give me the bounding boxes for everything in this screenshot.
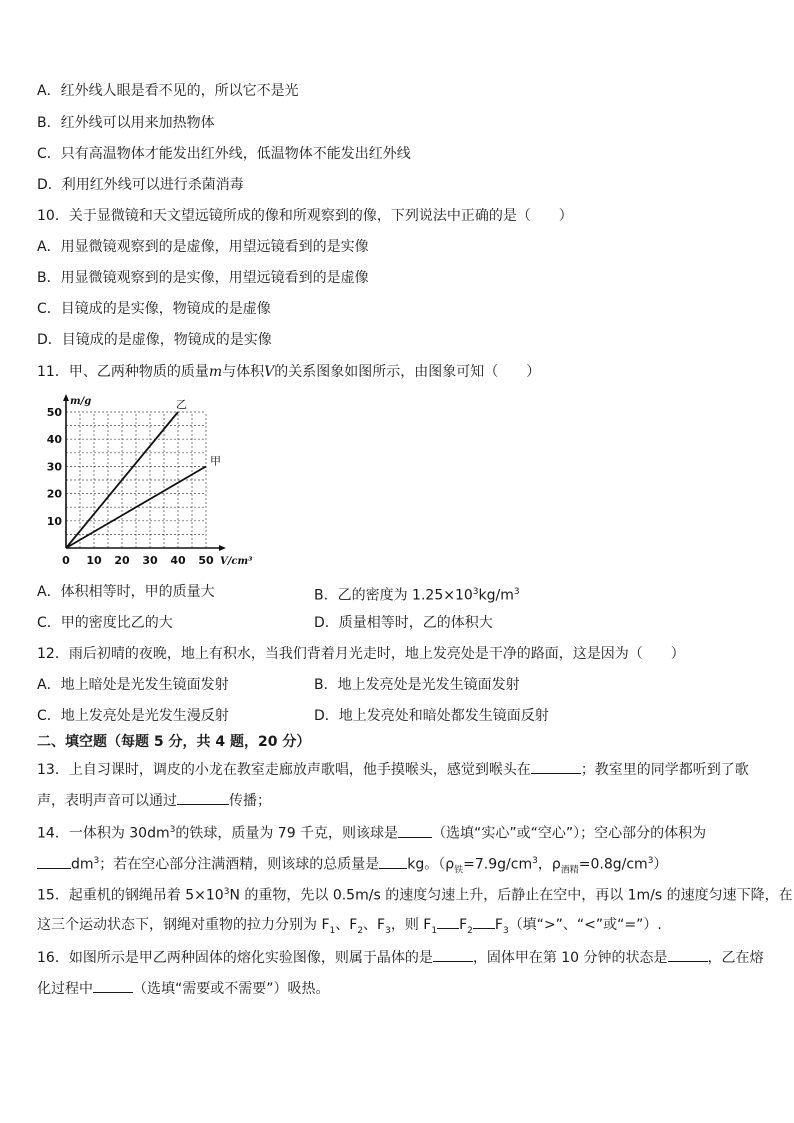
- q16-blank-3[interactable]: [93, 978, 133, 993]
- q14-line-2: $dm^3$；若在空心部分注满酒精，则该球的总质量是 kg。（$\rho_铁=7.9g/cm^3$，$\rho_{酒精}=0.8g/cm^3$）: [37, 852, 667, 879]
- x-axis-arrow: [219, 545, 226, 551]
- q14-blank-1[interactable]: [398, 823, 432, 838]
- y-axis-arrow: [63, 394, 69, 401]
- q15-line-1: 15．起重机的钢绳吊着 $5\times 10^3N$ 的重物，先以 0.5m/s 的速度匀速上升，后静止在空中，再以 1m/s 的速度匀速下降，在: [37, 887, 793, 904]
- q16-line-2: 化过程中 （选填“需要或不需要”）吸热。: [37, 978, 330, 998]
- y-tick-label: 30: [46, 460, 62, 474]
- q9-option-b: B．红外线可以用来加热物体: [37, 115, 215, 131]
- q12-option-c: C．地上发亮处是光发生漫反射: [37, 708, 229, 724]
- y-tick-label: 50: [46, 406, 62, 419]
- q13-line-1: 13．上自习课时，调皮的小龙在教室走廊放声歌唱，他手摸喉头，感觉到喉头在 ；教室里的同学都听到了歌: [37, 759, 749, 779]
- q16-line-1: 16．如图所示是甲乙两种固体的熔化实验图像，则属于晶体的是 ，固体甲在第 10 分钟的状态是 ，乙在熔: [37, 947, 764, 967]
- q11-option-c: C．甲的密度比乙的大: [37, 615, 173, 631]
- y-tick-label: 10: [46, 514, 62, 528]
- series-label-yi: 乙: [176, 398, 187, 411]
- mass-volume-chart: [40, 392, 260, 570]
- q13-blank-2[interactable]: [177, 790, 229, 805]
- x-tick-label: 20: [114, 554, 130, 567]
- q10-stem: 10．关于显微镜和天文望远镜所成的像和所观察到的像，下列说法中正确的是（ ）: [37, 208, 573, 224]
- x-tick-label: 10: [86, 554, 102, 567]
- q14-blank-2[interactable]: [37, 854, 71, 869]
- q9-option-d: D．利用红外线可以进行杀菌消毒: [37, 177, 244, 193]
- q12-option-d: D．地上发亮处和暗处都发生镜面反射: [314, 708, 549, 724]
- q11-option-d: D．质量相等时，乙的体积大: [314, 615, 493, 631]
- q14-blank-3[interactable]: [379, 854, 407, 869]
- q12-option-b: B．地上发亮处是光发生镜面发射: [314, 677, 520, 693]
- x-tick-label: 50: [198, 554, 214, 567]
- q12-option-a: A．地上暗处是光发生镜面发射: [37, 677, 229, 693]
- q11-stem: 11．甲、乙两种物质的质量m与体积V的关系图象如图所示，由图象可知（ ）: [37, 364, 541, 380]
- q15-blank-2[interactable]: [473, 914, 495, 929]
- q14-line-1: 14．一体积为 $30dm^3$的铁球，质量为 79 千克，则该球是 （选填“实心”或“空心”）；空心部分的体积为: [37, 821, 706, 843]
- q9-option-c: C．只有高温物体才能发出红外线，低温物体不能发出红外线: [37, 146, 411, 162]
- q10-option-b: B．用显微镜观察到的是实像，用望远镜看到的是虚像: [37, 270, 369, 286]
- q16-blank-2[interactable]: [668, 947, 708, 962]
- q10-option-a: A．用显微镜观察到的是虚像，用望远镜看到的是实像: [37, 239, 369, 255]
- q15-blank-1[interactable]: [437, 914, 459, 929]
- section-fill-in-title: 二、填空题（每题 5 分，共 4 题，20 分）: [37, 734, 311, 750]
- q10-option-c: C．目镜成的是实像，物镜成的是虚像: [37, 301, 271, 317]
- q10-option-d: D．目镜成的是虚像，物镜成的是实像: [37, 332, 272, 348]
- q13-blank-1[interactable]: [531, 759, 581, 774]
- q16-blank-1[interactable]: [433, 947, 473, 962]
- q15-line-2: 这三个运动状态下，钢绳对重物的拉力分别为 $F_1$、$F_2$、$F_3$，则 $F_1$ $F_2$ $F_3$（填“>”、“<”或“=”）.: [37, 914, 662, 940]
- x-tick-label: 40: [170, 554, 186, 567]
- q11-option-a: A．体积相等时，甲的质量大: [37, 584, 215, 600]
- y-axis-label: m/g: [70, 396, 92, 407]
- x-tick-label: 30: [142, 554, 158, 567]
- x-axis-label: V/cm³: [220, 556, 253, 567]
- q11-option-b: B．乙的密度为 $1.25\times 10^3kg/m^3$: [314, 587, 520, 604]
- series-label-jia: 甲: [210, 454, 221, 468]
- y-tick-label: 40: [46, 433, 62, 447]
- q13-line-2: 声，表明声音可以通过 传播；: [37, 790, 271, 810]
- q9-option-a: A．红外线人眼是看不见的，所以它不是光: [37, 83, 299, 99]
- y-tick-label: 20: [46, 487, 62, 501]
- x-tick-label: 0: [62, 554, 70, 567]
- q12-stem: 12．雨后初晴的夜晚，地上有积水，当我们背着月光走时，地上发亮处是干净的路面，这是因为（ ）: [37, 646, 685, 662]
